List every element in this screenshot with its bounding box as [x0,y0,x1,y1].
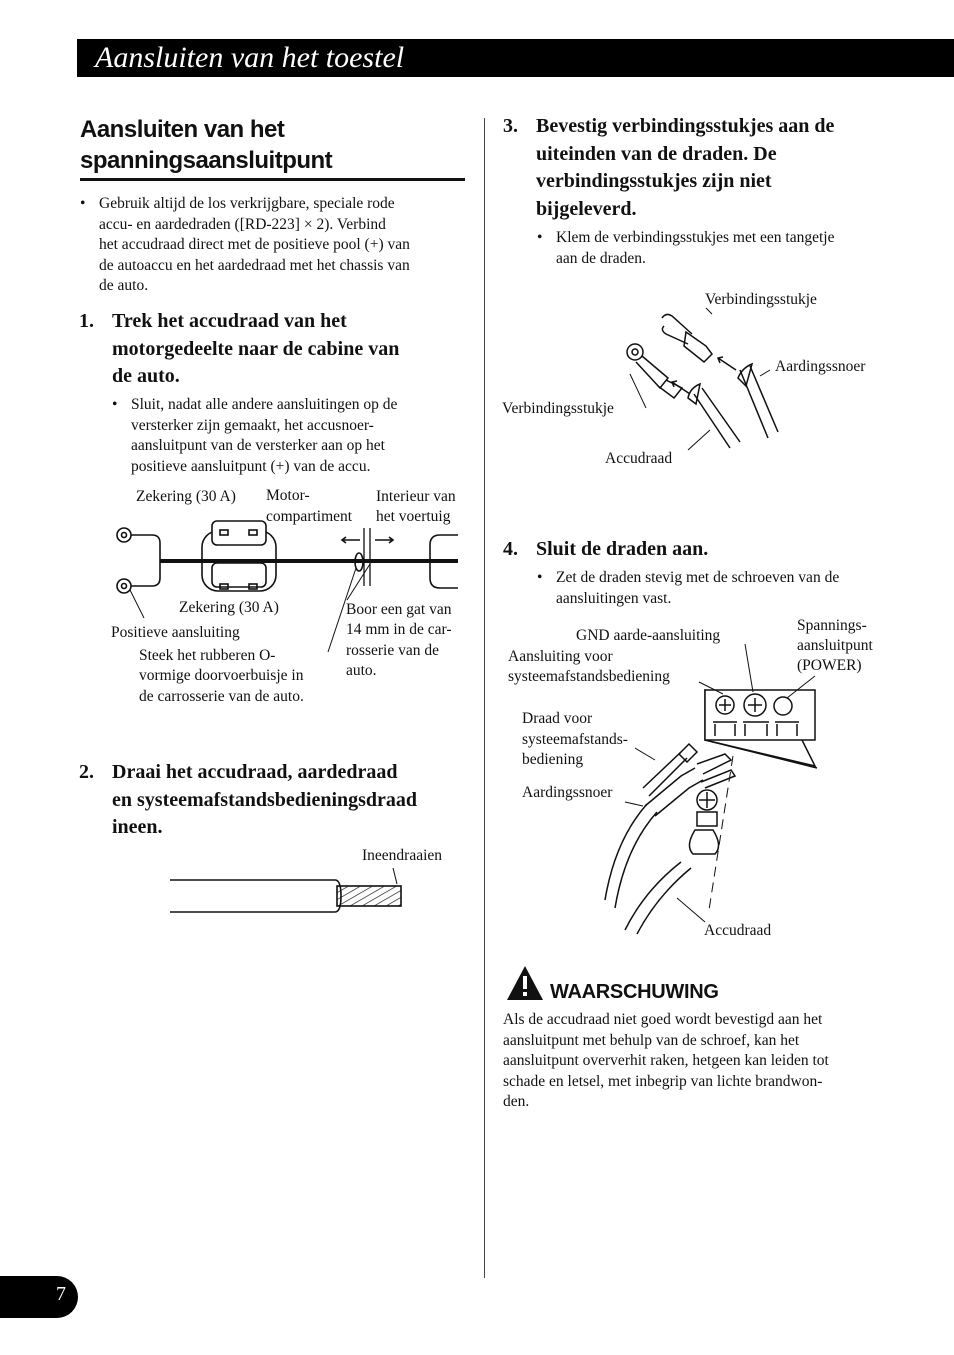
label-vehicle-interior: Interieur van [376,488,456,505]
label-motor-compartment: compartiment [266,508,353,525]
text-line: aansluitpunt oververhit raken, hetgeen kan leiden tot [503,1052,829,1069]
label-vehicle-interior: het voertuig [376,508,451,525]
label-ground-wire: Aardingssnoer [775,358,866,375]
warning-triangle-icon [505,964,545,1002]
text-line: Draai het accudraad, aardedraad [112,761,398,783]
text-line: aansluitingen vast. [556,589,672,607]
label-remote-wire: Draad voor [522,710,593,727]
label-gnd-terminal: GND aarde-aansluiting [576,627,721,644]
section-heading [80,114,465,181]
page-number: 7 [56,1283,66,1305]
label-positive-terminal: Positieve aansluiting [111,624,240,641]
text-line: aansluitpunt met behulp van de schroef, kan het [503,1031,800,1049]
text-line: accu- en aardedraden ([RD-223] × 2). Verbind [99,215,386,233]
warning-title: WAARSCHUWING [550,981,719,1003]
text-line: positieve aansluitpunt (+) van de accu. [131,457,371,475]
step-number: 3. [503,115,518,137]
step-number: 1. [79,310,94,332]
text-line: ineen. [112,816,163,838]
step-4-bullet [537,568,896,609]
text-line: Klem de verbindingsstukjes met een tangetje [556,229,835,246]
step-1-heading [79,308,482,391]
text-line: aan de draden. [556,249,646,267]
step-number: 4. [503,538,518,560]
text-line: versterker zijn gemaakt, het accusnoer- [131,416,374,434]
label-drill-hole: rosserie van de [346,642,439,659]
warning-header [505,964,765,1004]
section-heading-line: spanningsaansluitpunt [80,147,333,174]
label-power-terminal: Spannings- [797,617,867,634]
step-number: 2. [79,761,94,783]
label-drill-hole: auto. [346,662,377,679]
step-3-bullet [537,228,896,269]
warning-text [503,1010,898,1113]
text-line: uiteinden van de draden. De [536,142,777,165]
text-line: de auto. [112,365,180,387]
label-grommet: de carrosserie van de auto. [139,688,304,705]
label-grommet: Steek het rubberen O- [139,647,276,664]
text-line: de autoaccu en het aardedraad met het chassis van [99,256,410,274]
text-line: de auto. [99,277,149,294]
text-line: Als de accudraad niet goed wordt bevestigd aan het [503,1011,823,1028]
bullet-dot: • [112,396,118,413]
connector-crimp-diagram [600,300,800,470]
twisted-wire-diagram [165,860,415,920]
label-fuse-top: Zekering (30 A) [136,488,236,505]
label-twist: Ineendraaien [362,847,443,864]
text-line: Sluit de draden aan. [536,538,709,560]
label-drill-hole: Boor een gat van [346,601,452,618]
label-connector-left: Verbindingsstukje [502,400,614,417]
text-line: Trek het accudraad van het [112,310,347,332]
text-line: Sluit, nadat alle andere aansluitingen op de [131,396,398,413]
step-2-heading [79,759,482,842]
page-number-tab [0,1276,78,1318]
label-remote-terminal: Aansluiting voor [508,648,613,665]
text-line: Gebruik altijd de los verkrijgbare, speciale rode [99,195,395,212]
intro-bullet [80,194,479,297]
text-line: Zet de draden stevig met de schroeven van de [556,569,840,586]
bullet-dot: • [80,195,86,212]
text-line: schade en letsel, met inbegrip van lichte brandwon- [503,1072,823,1090]
label-drill-hole: 14 mm in de car- [346,621,452,638]
text-line: het accudraad direct met de positieve pool (+) van [99,236,410,253]
text-line: motorgedeelte naar de cabine van [112,337,400,360]
label-fuse-bottom: Zekering (30 A) [179,599,279,616]
label-power-terminal: aansluitpunt [797,637,873,654]
step-1-bullet [112,395,476,477]
label-connector-top: Verbindingsstukje [705,291,817,308]
section-heading-line: Aansluiten van het [80,116,285,143]
bullet-dot: • [537,229,543,246]
text-line: den. [503,1093,530,1110]
text-line: en systeemafstandsbedieningsdraad [112,788,418,811]
column-divider [484,118,485,1278]
bullet-dot: • [537,569,543,586]
step-3-heading [503,113,906,223]
chapter-title: Aansluiten van het toestel [95,41,405,74]
text-line: aansluitpunt van de versterker aan op het [131,437,385,454]
label-battery-wire: Accudraad [605,450,673,467]
label-remote-wire: systeemafstands- [522,731,628,748]
step-4-heading [503,536,906,564]
text-line: Bevestig verbindingsstukjes aan de [536,115,835,137]
text-line: verbindingsstukjes zijn niet [536,170,772,192]
label-remote-wire: bediening [522,751,584,768]
chapter-banner [77,39,954,77]
label-grommet: vormige doorvoerbuisje in [139,667,304,684]
text-line: bijgeleverd. [536,197,637,220]
label-battery-wire: Accudraad [704,922,772,939]
label-ground-wire: Aardingssnoer [522,784,613,801]
label-remote-terminal: systeemafstandsbediening [508,668,670,685]
label-motor-compartment: Motor- [266,487,310,504]
label-power-terminal: (POWER) [797,657,862,674]
